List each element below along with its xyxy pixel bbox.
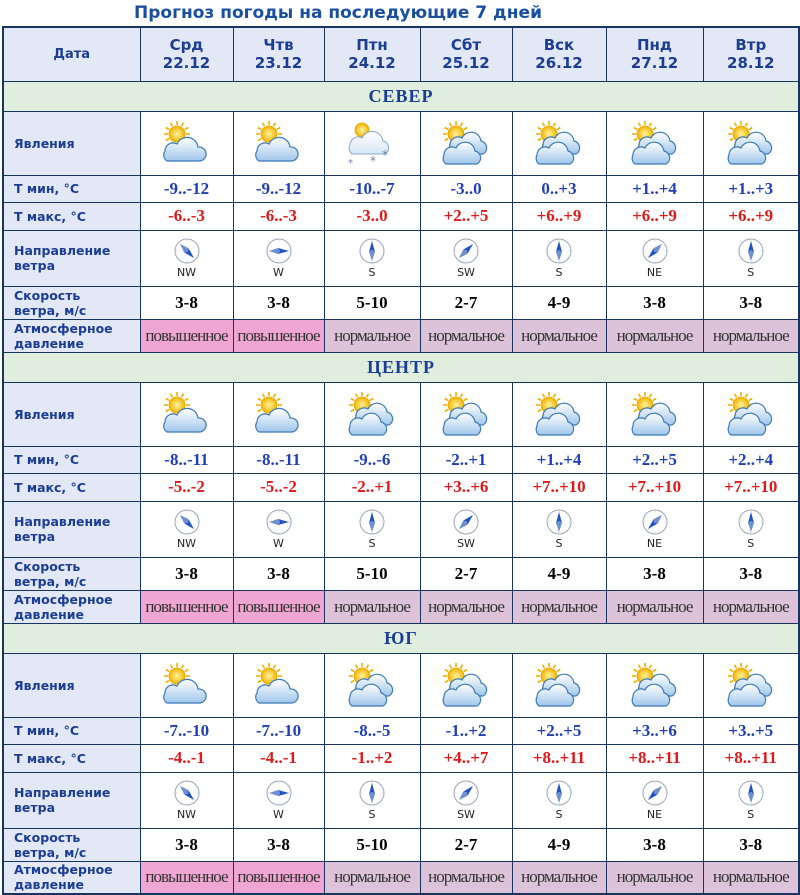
tmin-value: -10..-7: [324, 175, 420, 202]
weather-cell: [420, 653, 512, 717]
tmin-value: +1..+4: [512, 446, 606, 473]
wind-direction-cell: [233, 772, 324, 828]
snow-cloud-icon: [325, 119, 420, 167]
wind-speed-value: 5-10: [324, 828, 420, 861]
wind-direction-row: [3, 501, 799, 557]
region-row: [3, 81, 799, 111]
day-date: 23.12: [254, 54, 303, 73]
pressure-row: [3, 590, 799, 623]
region-row: [3, 352, 799, 382]
tmin-value: -8..-5: [324, 717, 420, 744]
pressure-row: [3, 861, 799, 894]
tmin-value: +2..+4: [703, 446, 799, 473]
tmin-label: Т мин, °С: [3, 175, 140, 202]
wind-speed-value: 3-8: [233, 828, 324, 861]
pressure-value: нормальное: [324, 861, 420, 894]
tmax-value: +2..+5: [420, 202, 512, 230]
day-header: [420, 27, 512, 81]
wind-compass-icon: [704, 237, 799, 265]
cloudy-icon: [513, 390, 606, 438]
wind-direction-text: S: [368, 808, 376, 821]
wind-direction-row: [3, 230, 799, 286]
tmax-value: +8..+11: [606, 744, 703, 772]
tmax-value: -4..-1: [140, 744, 233, 772]
partly-cloudy-icon: [141, 661, 233, 709]
region-row: [3, 623, 799, 653]
wind-speed-value: 2-7: [420, 557, 512, 590]
tmin-value: +3..+5: [703, 717, 799, 744]
wind-speed-value: 4-9: [512, 286, 606, 319]
wind-direction-cell: [233, 230, 324, 286]
wind-direction-text: W: [273, 808, 284, 821]
weather-cell: [420, 382, 512, 446]
weather-cell: [512, 653, 606, 717]
tmax-value: +8..+11: [512, 744, 606, 772]
partly-cloudy-icon: [234, 390, 324, 438]
wind-compass-icon: [421, 779, 512, 807]
wind-speed-label-line-2: ветра, м/с: [14, 573, 87, 589]
cloudy-icon: [704, 390, 799, 438]
wind-speed-value: 3-8: [140, 557, 233, 590]
wind-direction-label-line-2: ветра: [14, 800, 56, 815]
wind-compass-icon: [513, 237, 606, 265]
tmin-value: -3..0: [420, 175, 512, 202]
weather-cell: [324, 111, 420, 175]
pressure-label: [3, 319, 140, 352]
cloudy-icon: [513, 119, 606, 167]
wind-compass-icon: [607, 237, 703, 265]
day-header: [324, 27, 420, 81]
phenomena-label: Явления: [3, 382, 140, 446]
wind-direction-label-line-1: Направление: [14, 514, 111, 529]
pressure-value: повышенное: [140, 319, 233, 352]
region-name: ЦЕНТР: [3, 352, 799, 382]
tmax-row: [3, 473, 799, 501]
tmin-label: Т мин, °С: [3, 717, 140, 744]
pressure-label-line-2: давление: [14, 335, 84, 351]
tmax-value: -5..-2: [233, 473, 324, 501]
tmin-label: Т мин, °С: [3, 446, 140, 473]
wind-direction-cell: [606, 772, 703, 828]
tmax-label: Т макс, °С: [3, 202, 140, 230]
wind-speed-row: [3, 828, 799, 861]
svg-text:*: *: [348, 158, 353, 167]
wind-compass-icon: [234, 779, 324, 807]
cloudy-icon: [607, 661, 703, 709]
wind-direction-text: NW: [176, 266, 197, 279]
svg-text:*: *: [370, 154, 376, 167]
weather-cell: [140, 653, 233, 717]
tmin-value: -8..-11: [233, 446, 324, 473]
wind-speed-value: 4-9: [512, 557, 606, 590]
wind-direction-cell: [703, 230, 799, 286]
wind-compass-icon: [141, 779, 233, 807]
cloudy-icon: [607, 390, 703, 438]
partly-cloudy-icon: [234, 119, 324, 167]
tmax-row: [3, 744, 799, 772]
wind-direction-text: NE: [646, 808, 663, 821]
day-header: [233, 27, 324, 81]
tmax-value: +8..+11: [703, 744, 799, 772]
wind-direction-label-line-1: Направление: [14, 243, 111, 258]
wind-direction-text: S: [555, 808, 563, 821]
wind-direction-text: S: [555, 266, 563, 279]
phenomena-row: [3, 382, 799, 446]
wind-direction-text: NE: [646, 266, 663, 279]
wind-direction-cell: [233, 501, 324, 557]
wind-direction-text: SW: [457, 537, 475, 550]
wind-direction-text: S: [747, 537, 755, 550]
wind-direction-cell: [324, 230, 420, 286]
wind-compass-icon: [141, 237, 233, 265]
wind-direction-text: S: [747, 266, 755, 279]
weather-cell: [140, 382, 233, 446]
partly-cloudy-icon: [234, 661, 324, 709]
wind-direction-cell: [420, 772, 512, 828]
wind-direction-cell: [140, 501, 233, 557]
forecast-table-wrapper: [2, 26, 798, 893]
wind-direction-label: [3, 230, 140, 286]
day-of-week: Пнд: [636, 36, 673, 55]
wind-direction-cell: [703, 501, 799, 557]
wind-speed-row: [3, 557, 799, 590]
tmin-value: -1..+2: [420, 717, 512, 744]
region-name: ЮГ: [3, 623, 799, 653]
weather-cell: [233, 111, 324, 175]
wind-direction-cell: [606, 501, 703, 557]
tmax-value: +7..+10: [512, 473, 606, 501]
tmin-value: +3..+6: [606, 717, 703, 744]
wind-compass-icon: [325, 508, 420, 536]
day-of-week: Срд: [169, 36, 204, 55]
wind-direction-label: [3, 501, 140, 557]
phenomena-row: [3, 653, 799, 717]
wind-direction-cell: [512, 230, 606, 286]
cloudy-icon: [421, 390, 512, 438]
weather-cell: [233, 653, 324, 717]
pressure-value: нормальное: [324, 319, 420, 352]
wind-direction-text: NW: [176, 537, 197, 550]
day-date: 24.12: [348, 54, 396, 73]
wind-direction-label-line-2: ветра: [14, 529, 56, 544]
tmax-value: +4..+7: [420, 744, 512, 772]
pressure-value: нормальное: [703, 590, 799, 623]
region-name: СЕВЕР: [3, 81, 799, 111]
wind-speed-label-line-1: Скорость: [14, 558, 81, 574]
wind-direction-cell: [703, 772, 799, 828]
wind-direction-row: [3, 772, 799, 828]
tmax-value: -1..+2: [324, 744, 420, 772]
tmax-value: -6..-3: [140, 202, 233, 230]
tmax-value: +6..+9: [606, 202, 703, 230]
wind-direction-text: S: [368, 266, 376, 279]
wind-speed-label-line-2: ветра, м/с: [14, 302, 87, 318]
pressure-value: повышенное: [140, 861, 233, 894]
wind-direction-cell: [140, 230, 233, 286]
wind-compass-icon: [607, 508, 703, 536]
tmax-value: +3..+6: [420, 473, 512, 501]
tmin-value: -9..-12: [140, 175, 233, 202]
tmax-value: -5..-2: [140, 473, 233, 501]
weather-cell: [233, 382, 324, 446]
wind-speed-value: 2-7: [420, 828, 512, 861]
pressure-value: нормальное: [512, 590, 606, 623]
wind-direction-cell: [324, 501, 420, 557]
tmax-value: +7..+10: [703, 473, 799, 501]
phenomena-row: [3, 111, 799, 175]
wind-speed-label-line-2: ветра, м/с: [14, 844, 87, 860]
phenomena-label: Явления: [3, 653, 140, 717]
day-date: 26.12: [535, 54, 583, 73]
day-of-week: Птн: [356, 36, 388, 55]
weather-cell: [512, 382, 606, 446]
weather-cell: [606, 382, 703, 446]
pressure-value: нормальное: [420, 861, 512, 894]
wind-direction-cell: [512, 772, 606, 828]
weather-cell: [324, 382, 420, 446]
tmin-value: +1..+4: [606, 175, 703, 202]
tmin-row: [3, 717, 799, 744]
pressure-value: нормальное: [606, 590, 703, 623]
wind-compass-icon: [607, 779, 703, 807]
weather-cell: [324, 653, 420, 717]
wind-speed-value: 5-10: [324, 286, 420, 319]
day-of-week: Сбт: [450, 36, 482, 55]
wind-speed-value: 3-8: [606, 557, 703, 590]
wind-compass-icon: [325, 779, 420, 807]
wind-speed-value: 3-8: [703, 286, 799, 319]
wind-direction-label-line-2: ветра: [14, 258, 56, 273]
pressure-value: нормальное: [420, 319, 512, 352]
pressure-value: нормальное: [420, 590, 512, 623]
wind-direction-text: S: [747, 808, 755, 821]
cloudy-icon: [325, 390, 420, 438]
tmin-value: -8..-11: [140, 446, 233, 473]
tmin-value: +2..+5: [606, 446, 703, 473]
day-of-week: Вск: [543, 36, 575, 55]
wind-speed-value: 3-8: [606, 828, 703, 861]
pressure-label: [3, 590, 140, 623]
date-column-label: Дата: [3, 27, 140, 81]
pressure-value: нормальное: [324, 590, 420, 623]
wind-compass-icon: [141, 508, 233, 536]
wind-speed-value: 4-9: [512, 828, 606, 861]
wind-direction-text: W: [273, 537, 284, 550]
wind-compass-icon: [421, 237, 512, 265]
pressure-value: нормальное: [703, 861, 799, 894]
pressure-label-line-1: Атмосферное: [14, 862, 113, 878]
wind-speed-row: [3, 286, 799, 319]
wind-speed-label: [3, 286, 140, 319]
cloudy-icon: [607, 119, 703, 167]
wind-direction-cell: [420, 501, 512, 557]
wind-direction-cell: [324, 772, 420, 828]
wind-compass-icon: [704, 508, 799, 536]
wind-speed-value: 3-8: [233, 286, 324, 319]
wind-speed-label-line-1: Скорость: [14, 829, 81, 845]
weather-cell: [420, 111, 512, 175]
wind-compass-icon: [325, 237, 420, 265]
pressure-label-line-1: Атмосферное: [14, 591, 113, 607]
day-date: 28.12: [727, 54, 775, 73]
tmin-value: -7..-10: [233, 717, 324, 744]
wind-direction-text: NE: [646, 537, 663, 550]
pressure-label-line-2: давление: [14, 877, 84, 893]
wind-direction-cell: [420, 230, 512, 286]
tmax-value: -4..-1: [233, 744, 324, 772]
cloudy-icon: [704, 119, 799, 167]
tmin-value: -9..-12: [233, 175, 324, 202]
pressure-value: нормальное: [512, 861, 606, 894]
wind-speed-label-line-1: Скорость: [14, 287, 81, 303]
day-of-week: Втр: [735, 36, 767, 55]
header-row: [3, 27, 799, 81]
weather-cell: [703, 382, 799, 446]
tmax-value: -3..0: [324, 202, 420, 230]
page-title: Прогноз погоды на последующие 7 дней: [134, 3, 542, 23]
tmax-value: +7..+10: [606, 473, 703, 501]
day-header: [512, 27, 606, 81]
wind-direction-text: S: [368, 537, 376, 550]
wind-direction-label-line-1: Направление: [14, 785, 111, 800]
day-date: 22.12: [162, 54, 211, 73]
tmin-value: 0..+3: [512, 175, 606, 202]
day-date: 27.12: [630, 54, 679, 73]
wind-compass-icon: [513, 779, 606, 807]
wind-speed-value: 3-8: [703, 828, 799, 861]
wind-speed-value: 3-8: [233, 557, 324, 590]
phenomena-label: Явления: [3, 111, 140, 175]
cloudy-icon: [421, 119, 512, 167]
wind-speed-label: [3, 828, 140, 861]
wind-direction-text: SW: [457, 266, 475, 279]
wind-compass-icon: [513, 508, 606, 536]
weather-cell: [606, 111, 703, 175]
pressure-value: нормальное: [606, 861, 703, 894]
weather-cell: [703, 653, 799, 717]
wind-speed-value: 3-8: [703, 557, 799, 590]
day-header: [140, 27, 233, 81]
tmax-label: Т макс, °С: [3, 473, 140, 501]
pressure-label-line-1: Атмосферное: [14, 320, 113, 336]
tmax-label: Т макс, °С: [3, 744, 140, 772]
tmin-value: -9..-6: [324, 446, 420, 473]
wind-direction-text: W: [273, 266, 284, 279]
wind-direction-cell: [140, 772, 233, 828]
svg-text:*: *: [382, 148, 388, 162]
cloudy-icon: [704, 661, 799, 709]
wind-compass-icon: [421, 508, 512, 536]
tmax-value: +6..+9: [703, 202, 799, 230]
tmax-row: [3, 202, 799, 230]
wind-direction-cell: [606, 230, 703, 286]
wind-speed-value: 2-7: [420, 286, 512, 319]
day-date: 25.12: [442, 54, 490, 73]
wind-speed-value: 3-8: [606, 286, 703, 319]
partly-cloudy-icon: [141, 119, 233, 167]
day-header: [606, 27, 703, 81]
pressure-label-line-2: давление: [14, 606, 84, 622]
pressure-value: нормальное: [703, 319, 799, 352]
wind-speed-value: 3-8: [140, 828, 233, 861]
wind-speed-value: 5-10: [324, 557, 420, 590]
pressure-value: повышенное: [140, 590, 233, 623]
wind-direction-text: S: [555, 537, 563, 550]
tmin-value: +1..+3: [703, 175, 799, 202]
wind-compass-icon: [234, 508, 324, 536]
cloudy-icon: [421, 661, 512, 709]
weather-cell: [703, 111, 799, 175]
wind-compass-icon: [234, 237, 324, 265]
tmax-value: -2..+1: [324, 473, 420, 501]
weather-cell: [512, 111, 606, 175]
pressure-value: нормальное: [512, 319, 606, 352]
day-header: [703, 27, 799, 81]
cloudy-icon: [513, 661, 606, 709]
day-of-week: Чтв: [263, 36, 294, 55]
pressure-label: [3, 861, 140, 894]
wind-speed-label: [3, 557, 140, 590]
wind-direction-text: SW: [457, 808, 475, 821]
wind-speed-value: 3-8: [140, 286, 233, 319]
tmin-value: +2..+5: [512, 717, 606, 744]
wind-compass-icon: [704, 779, 799, 807]
tmax-value: +6..+9: [512, 202, 606, 230]
forecast-table: [2, 26, 800, 895]
wind-direction-label: [3, 772, 140, 828]
weather-cell: [606, 653, 703, 717]
pressure-value: повышенное: [233, 861, 324, 894]
pressure-row: [3, 319, 799, 352]
tmin-value: -2..+1: [420, 446, 512, 473]
pressure-value: повышенное: [233, 319, 324, 352]
pressure-value: нормальное: [606, 319, 703, 352]
pressure-value: повышенное: [233, 590, 324, 623]
tmin-row: [3, 446, 799, 473]
tmin-value: -7..-10: [140, 717, 233, 744]
wind-direction-text: NW: [176, 808, 197, 821]
cloudy-icon: [325, 661, 420, 709]
weather-cell: [140, 111, 233, 175]
wind-direction-cell: [512, 501, 606, 557]
tmax-value: -6..-3: [233, 202, 324, 230]
partly-cloudy-icon: [141, 390, 233, 438]
tmin-row: [3, 175, 799, 202]
